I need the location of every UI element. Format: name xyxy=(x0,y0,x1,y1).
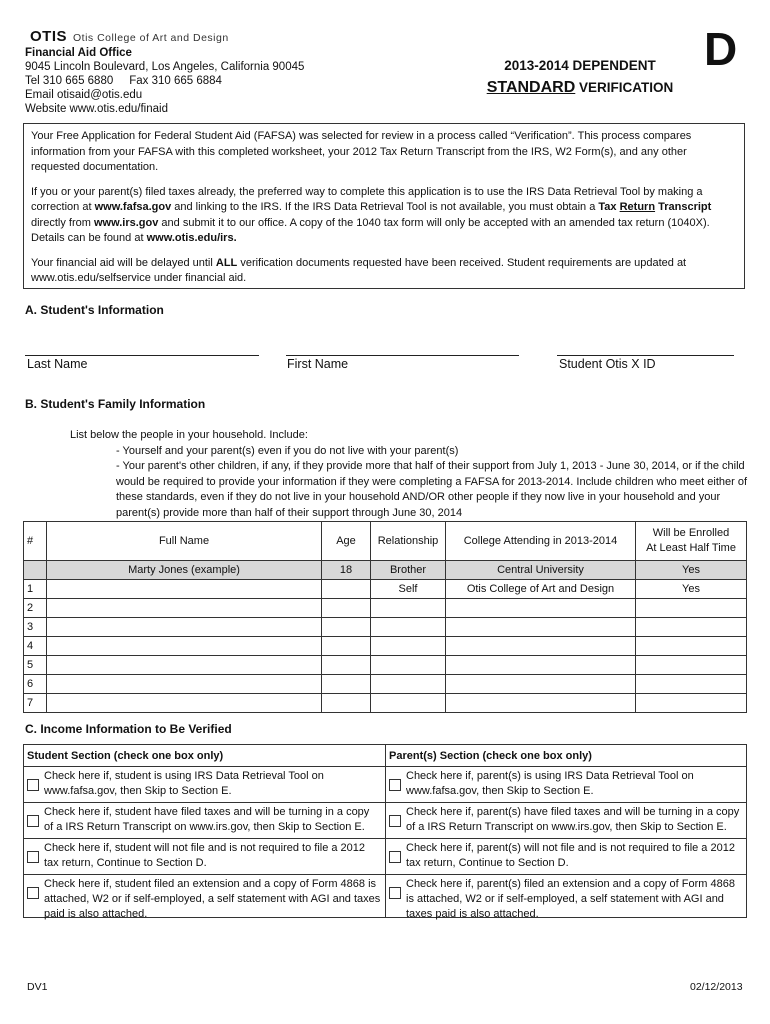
age-cell[interactable] xyxy=(322,637,371,656)
first-name-line[interactable] xyxy=(286,355,519,356)
relationship-cell[interactable] xyxy=(371,694,446,713)
age-cell[interactable] xyxy=(322,694,371,713)
parent-checkbox-2[interactable] xyxy=(389,815,401,827)
household-bullet-1: - Yourself and your parent(s) even if you do not live with your parent(s) xyxy=(116,444,459,457)
student-option-3-text: Check here if, student will not file and is not required to file a 2012 tax return, Continue to Section D. xyxy=(44,842,366,869)
notice-paragraph-1: Your Free Application for Federal Student Aid (FAFSA) was selected for review in a process called “Verification”. This process compares information from your FAFSA with this completed worksheet, your 2012 Tax Return Transcript from the IRS, W2 Form(s), and any other requested documentation. xyxy=(31,130,692,173)
parent-checkbox-4[interactable] xyxy=(389,887,401,899)
college-cell[interactable] xyxy=(446,618,636,637)
student-option-3[interactable] xyxy=(24,839,385,875)
office-phone: Tel 310 665 6880 Fax 310 665 6884 xyxy=(25,75,222,87)
table-row[interactable] xyxy=(24,580,747,599)
college-cell[interactable]: Otis College of Art and Design xyxy=(446,580,636,599)
student-checkbox-1[interactable] xyxy=(27,779,39,791)
age-cell[interactable] xyxy=(322,599,371,618)
col-relationship: Relationship xyxy=(371,522,446,561)
family-table xyxy=(23,521,747,713)
notice-paragraph-3 xyxy=(31,256,737,287)
table-row[interactable] xyxy=(24,637,747,656)
form-title-verification: VERIFICATION xyxy=(579,80,674,95)
example-enrolled: Yes xyxy=(636,561,747,580)
household-intro: List below the people in your household. Include: xyxy=(70,429,308,441)
relationship-cell[interactable] xyxy=(371,618,446,637)
col-full-name: Full Name xyxy=(47,522,322,561)
otis-irs-link[interactable]: www.otis.edu/irs. xyxy=(146,232,237,244)
enrolled-cell[interactable] xyxy=(636,599,747,618)
section-b-heading: B. Student's Family Information xyxy=(25,397,206,411)
student-id-line[interactable] xyxy=(557,355,734,356)
tax-label: Tax xyxy=(598,201,620,213)
notice-text: directly from xyxy=(31,216,94,229)
full-name-cell[interactable] xyxy=(47,618,322,637)
parent-option-3-text: Check here if, parent(s) will not file and is not required to file a 2012 tax return, Continue to Section D. xyxy=(406,842,735,869)
parent-option-2-text: Check here if, parent(s) have filed taxes and will be turning in a copy of a IRS Return Transcript on www.irs.gov, then Skip to Section E. xyxy=(406,806,740,833)
notice-text: and linking to the IRS. If the IRS Data Retrieval Tool is not available, you must obtain a xyxy=(171,201,599,213)
example-num xyxy=(24,561,47,580)
enrolled-cell[interactable] xyxy=(636,694,747,713)
irs-link[interactable]: www.irs.gov xyxy=(93,216,159,229)
section-c-heading: C. Income Information to Be Verified xyxy=(25,722,232,736)
student-checkbox-3[interactable] xyxy=(27,851,39,863)
parent-option-1[interactable] xyxy=(386,767,747,803)
last-name-label: Last Name xyxy=(27,357,88,371)
full-name-cell[interactable] xyxy=(47,580,322,599)
age-cell[interactable] xyxy=(322,580,371,599)
parent-option-4[interactable] xyxy=(386,875,747,920)
row-number: 4 xyxy=(24,637,47,656)
notice-text: verification documents requested have been received. Student requirements are updated at www.otis.edu/selfservice under financial aid. xyxy=(31,256,687,284)
section-a-heading: A. Student's Information xyxy=(25,303,164,317)
office-email: Email otisaid@otis.edu xyxy=(25,89,143,101)
row-number: 6 xyxy=(24,675,47,694)
notice-text: If you or your parent(s) filed taxes already, the preferred way to complete this application is to use the IRS Data Retrieval Tool by making a correction at xyxy=(31,185,703,213)
college-cell[interactable] xyxy=(446,656,636,675)
household-bullet-2: - Your parent's other children, if any, if they provide more that half of their support from July 1, 2013 - June 30, 2014, or if the child would be required to provide your information if they were completing a FAFSA for 2013-2014. Include children who meet either of these standards, even if they do not live in your household AND/OR other people if they now live in your household and your parent(s) provide more than half of their support through June 30, 2014 xyxy=(116,460,748,519)
row-number: 2 xyxy=(24,599,47,618)
col-number: # xyxy=(24,522,47,561)
verification-notice xyxy=(23,123,745,289)
form-title-line1: 2013-2014 DEPENDENT xyxy=(504,58,656,73)
example-college: Central University xyxy=(446,561,636,580)
relationship-cell[interactable] xyxy=(371,599,446,618)
full-name-cell[interactable] xyxy=(47,675,322,694)
age-cell[interactable] xyxy=(322,618,371,637)
table-row[interactable] xyxy=(24,675,747,694)
parent-checkbox-3[interactable] xyxy=(389,851,401,863)
college-cell[interactable] xyxy=(446,599,636,618)
office-name: Financial Aid Office xyxy=(25,47,132,59)
student-option-4[interactable] xyxy=(24,875,385,920)
col-college: College Attending in 2013-2014 xyxy=(446,522,636,561)
relationship-cell[interactable] xyxy=(371,675,446,694)
form-date: 02/12/2013 xyxy=(690,981,743,993)
relationship-cell[interactable]: Self xyxy=(371,580,446,599)
fafsa-link[interactable]: www.fafsa.gov xyxy=(94,201,172,213)
table-row[interactable] xyxy=(24,618,747,637)
col-enrolled xyxy=(636,522,747,561)
col-enrolled-line2: At Least Half Time xyxy=(646,542,736,554)
enrolled-cell[interactable] xyxy=(636,656,747,675)
row-number: 1 xyxy=(24,580,47,599)
logo-wordmark: OTIS xyxy=(30,28,68,45)
student-section xyxy=(24,745,385,920)
form-letter: D xyxy=(704,23,738,75)
last-name-line[interactable] xyxy=(25,355,259,356)
parent-option-2[interactable] xyxy=(386,803,747,839)
parent-section xyxy=(385,745,747,920)
table-row[interactable] xyxy=(24,694,747,713)
family-table-header xyxy=(24,522,747,561)
form-title xyxy=(480,58,680,97)
relationship-cell[interactable] xyxy=(371,637,446,656)
full-name-cell[interactable] xyxy=(47,599,322,618)
notice-text: Your financial aid will be delayed until xyxy=(31,256,216,269)
form-title-line2 xyxy=(480,79,680,97)
office-address: 9045 Lincoln Boulevard, Los Angeles, California 90045 xyxy=(25,61,305,73)
college-cell[interactable] xyxy=(446,637,636,656)
student-option-1-text: Check here if, student is using IRS Data Retrieval Tool on www.fafsa.gov, then Skip to Section E. xyxy=(44,770,324,797)
return-label: Return xyxy=(619,201,656,213)
relationship-cell[interactable] xyxy=(371,656,446,675)
example-name: Marty Jones (example) xyxy=(47,561,322,580)
student-section-heading: Student Section (check one box only) xyxy=(24,745,385,767)
office-info xyxy=(25,46,304,116)
all-emphasis: ALL xyxy=(215,256,238,269)
student-checkbox-4[interactable] xyxy=(27,887,39,899)
age-cell[interactable] xyxy=(322,675,371,694)
example-row xyxy=(24,561,747,580)
income-table xyxy=(23,744,747,918)
full-name-cell[interactable] xyxy=(47,637,322,656)
table-row[interactable] xyxy=(24,656,747,675)
student-option-2[interactable] xyxy=(24,803,385,839)
otis-logo xyxy=(30,28,229,45)
enrolled-cell[interactable] xyxy=(636,637,747,656)
col-age: Age xyxy=(322,522,371,561)
college-cell[interactable] xyxy=(446,675,636,694)
enrolled-cell[interactable] xyxy=(636,675,747,694)
row-number: 7 xyxy=(24,694,47,713)
parent-option-1-text: Check here if, parent(s) is using IRS Data Retrieval Tool on www.fafsa.gov, then Skip to Section E. xyxy=(406,770,694,797)
notice-text: and submit it to our office. A copy of the 1040 tax form will only be accepted with an amended tax return (1040X). Details can be found at xyxy=(31,216,710,244)
enrolled-cell[interactable] xyxy=(636,618,747,637)
example-relationship: Brother xyxy=(371,561,446,580)
first-name-label: First Name xyxy=(287,357,349,371)
full-name-cell[interactable] xyxy=(47,656,322,675)
row-number: 3 xyxy=(24,618,47,637)
college-cell[interactable] xyxy=(446,694,636,713)
office-website: Website www.otis.edu/finaid xyxy=(25,103,168,115)
parent-option-3[interactable] xyxy=(386,839,747,875)
col-enrolled-line1: Will be Enrolled xyxy=(652,527,730,539)
student-checkbox-2[interactable] xyxy=(27,815,39,827)
transcript-label: Transcript xyxy=(655,201,712,213)
parent-checkbox-1[interactable] xyxy=(389,779,401,791)
notice-paragraph-2 xyxy=(31,185,737,247)
household-instructions xyxy=(70,428,750,521)
logo-college-name: Otis College of Art and Design xyxy=(73,32,229,44)
student-option-1[interactable] xyxy=(24,767,385,803)
table-row[interactable] xyxy=(24,599,747,618)
parent-option-4-text: Check here if, parent(s) filed an extension and a copy of Form 4868 is attached, W2 or if self-employed, a self statement with AGI and taxes paid is also attached. xyxy=(406,878,735,920)
row-number: 5 xyxy=(24,656,47,675)
parent-section-heading: Parent(s) Section (check one box only) xyxy=(386,745,747,767)
form-title-standard: STANDARD xyxy=(486,79,576,96)
student-option-4-text: Check here if, student filed an extension and a copy of Form 4868 is attached, W2 or if self-employed, a self statement with AGI and taxes paid is also attached. xyxy=(44,878,381,920)
student-option-2-text: Check here if, student have filed taxes and will be turning in a copy of a IRS Return Transcript on www.irs.gov, then Skip to Section E. xyxy=(44,806,370,833)
enrolled-cell[interactable]: Yes xyxy=(636,580,747,599)
full-name-cell[interactable] xyxy=(47,694,322,713)
age-cell[interactable] xyxy=(322,656,371,675)
student-id-label: Student Otis X ID xyxy=(559,357,656,371)
form-code: DV1 xyxy=(27,981,48,993)
example-age: 18 xyxy=(322,561,371,580)
